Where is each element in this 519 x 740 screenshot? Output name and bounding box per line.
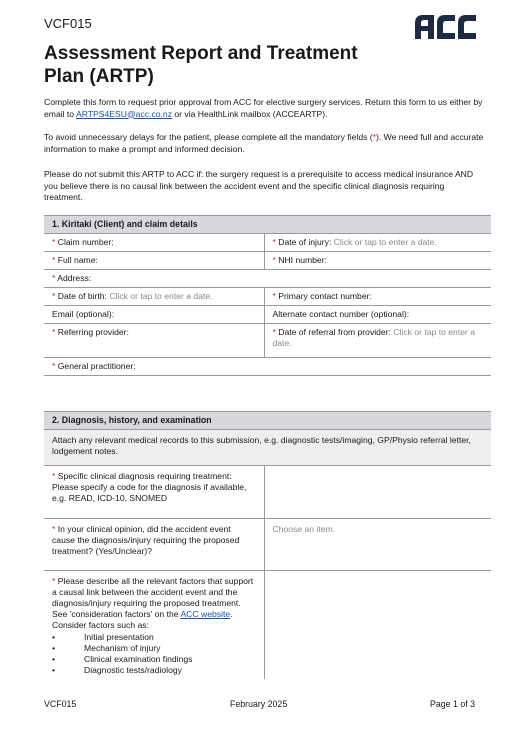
intro-p1-text: Complete this form to request prior approval from ACC for elective surgery services. Return this form to us either by email to (44, 97, 483, 119)
list-item: • Diagnostic tests/radiology (52, 665, 256, 676)
factors-answer-field[interactable] (264, 571, 491, 680)
date-placeholder: Click or tap to enter a date. (272, 327, 476, 348)
footer-date: February 2025 (230, 699, 288, 709)
required-marker: * (52, 237, 56, 247)
table-row (44, 466, 491, 519)
required-marker: * (52, 255, 56, 265)
section-2-info: Attach any relevant medical records to this submission, e.g. diagnostic tests/imaging, GP/Physio referral letter, lodgement notes. (44, 430, 491, 466)
intro-paragraph-1 (44, 97, 484, 120)
date-of-referral-label: Date of referral from provider: (278, 327, 391, 337)
date-placeholder: Click or tap to enter a date. (109, 291, 213, 301)
email-link[interactable]: ARTPS4ESU@acc.co.nz (76, 108, 172, 119)
factors-list (52, 632, 256, 676)
required-marker: * (52, 361, 56, 371)
required-marker: * (272, 237, 276, 247)
acc-logo-icon (413, 13, 479, 41)
primary-contact-label: Primary contact number: (278, 291, 372, 301)
diagnosis-question (44, 466, 264, 519)
intro-p2-text: To avoid unnecessary delays for the patient, please complete all the mandatory fields ( (44, 132, 373, 142)
section-1-heading: 1. Kiritaki (Client) and claim details (44, 216, 491, 234)
cause-question-text: In your clinical opinion, did the accident event cause the diagnosis/injury requiring the proposed treatment? (Yes/Unclear)? (52, 524, 240, 556)
alternate-contact-field[interactable] (264, 306, 491, 324)
required-marker: * (372, 132, 377, 142)
intro-paragraph-2 (44, 132, 484, 155)
date-of-injury-label: Date of injury: (278, 237, 332, 247)
table-row (44, 324, 491, 358)
section-2-heading: 2. Diagnosis, history, and examination (44, 412, 491, 430)
footer-page-number: Page 1 of 3 (430, 699, 475, 709)
cause-question (44, 519, 264, 571)
list-item: • Clinical examination findings (52, 654, 256, 665)
required-marker: * (272, 255, 276, 265)
nhi-number-label: NHI number: (278, 255, 327, 265)
intro-p2-text-end: ). We need full and accurate information to make a prompt and informed decision. (44, 132, 484, 154)
choose-item-placeholder: Choose an item. (272, 524, 336, 534)
cause-dropdown[interactable] (264, 519, 491, 571)
required-marker: * (52, 273, 56, 283)
address-label: Address: (57, 273, 92, 283)
required-marker: * (272, 327, 276, 337)
date-of-birth-field[interactable] (44, 288, 264, 306)
table-row (44, 270, 491, 288)
required-marker: * (272, 291, 276, 301)
factors-question-text-end: . Consider factors such as: (52, 609, 233, 630)
table-row (44, 519, 491, 571)
date-placeholder: Click or tap to enter a date. (333, 237, 437, 247)
table-row (44, 234, 491, 252)
date-of-birth-label: Date of birth: (57, 291, 107, 301)
table-row (44, 306, 491, 324)
acc-website-link[interactable]: ACC website (180, 609, 231, 619)
required-marker: * (52, 576, 56, 586)
email-field[interactable] (44, 306, 264, 324)
alternate-contact-label: Alternate contact number (optional): (272, 309, 410, 319)
title-line-2: Plan (ARTP) (44, 66, 154, 87)
table-row (44, 252, 491, 270)
table-row (44, 571, 491, 680)
list-item: • Mechanism of injury (52, 643, 256, 654)
required-marker: * (52, 471, 56, 481)
primary-contact-field[interactable] (264, 288, 491, 306)
factors-question (44, 571, 264, 680)
date-of-injury-field[interactable] (264, 234, 491, 252)
claim-number-label: Claim number: (57, 237, 114, 247)
factors-question-text: Please describe all the relevant factors that support a causal link between the accident event and the diagnosis/injury requiring the proposed treatment. See 'consideration factors' on the (52, 576, 254, 619)
form-code: VCF015 (44, 16, 92, 31)
required-marker: * (52, 327, 56, 337)
diagnosis-question-text: Specific clinical diagnosis requiring treatment: Please specify a code for the diagnosis if available, e.g. READ, ICD-10, SNOMED (52, 471, 247, 503)
required-marker: * (52, 524, 56, 534)
acc-logo (413, 13, 479, 41)
section-2-info-row (44, 430, 491, 466)
full-name-label: Full name: (57, 255, 98, 265)
general-practitioner-field[interactable] (44, 358, 491, 376)
intro-p1-text-end: or via HealthLink mailbox (ACCEARTP). (172, 108, 328, 119)
list-item: • Initial presentation (52, 632, 256, 643)
intro-paragraph-3: Please do not submit this ARTP to ACC if: the surgery request is a prerequisite to access medical insurance AND you believe there is no causal link between the accident event and the specific clinical diagnosis requiring treatment. (44, 169, 474, 202)
document-title (44, 42, 374, 88)
general-practitioner-label: General practitioner: (57, 361, 136, 371)
nhi-number-field[interactable] (264, 252, 491, 270)
section-2-heading-row (44, 412, 491, 430)
table-row (44, 288, 491, 306)
required-marker: * (52, 291, 56, 301)
client-claim-details-table (44, 215, 491, 376)
diagnosis-history-table (44, 411, 491, 679)
address-field[interactable] (44, 270, 491, 288)
referring-provider-label: Referring provider: (57, 327, 129, 337)
section-1-heading-row (44, 216, 491, 234)
table-row (44, 358, 491, 376)
claim-number-field[interactable] (44, 234, 264, 252)
full-name-field[interactable] (44, 252, 264, 270)
title-line-1: Assessment Report and Treatment (44, 43, 358, 64)
diagnosis-answer-field[interactable] (264, 466, 491, 519)
footer-form-code: VCF015 (44, 699, 77, 709)
referring-provider-field[interactable] (44, 324, 264, 358)
email-label: Email (optional): (52, 309, 115, 319)
date-of-referral-field[interactable] (264, 324, 491, 358)
